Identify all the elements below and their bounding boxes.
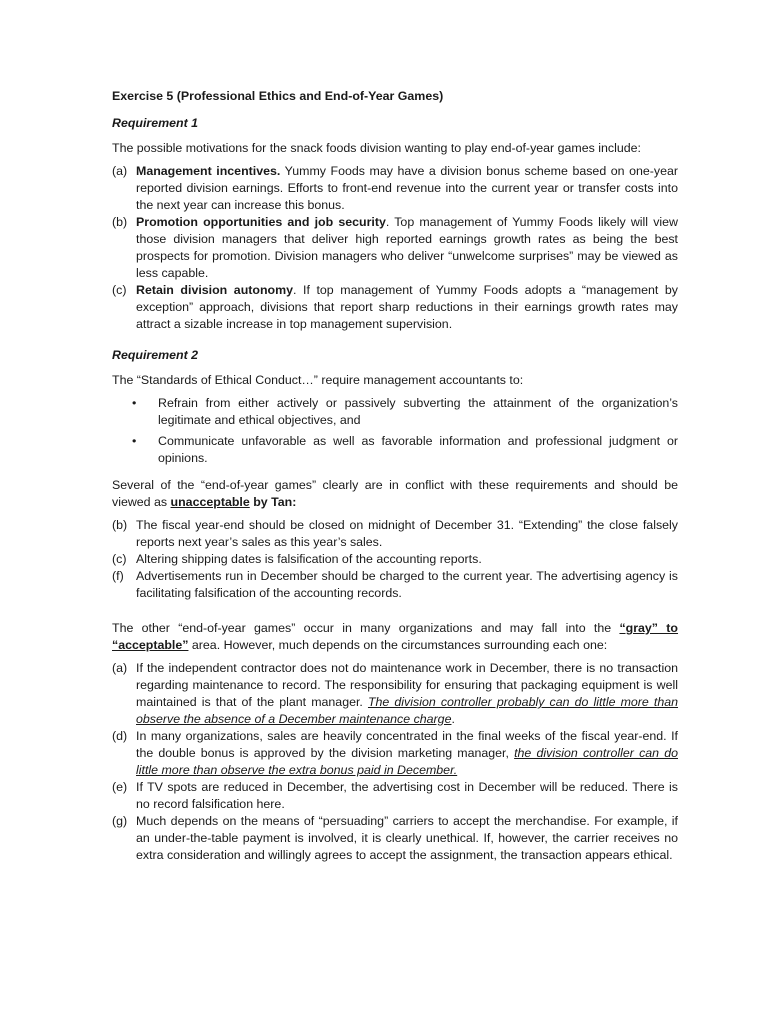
item-emphasis: The division controller probably can do little more than observe the absence of a December maintenance charge — [136, 695, 679, 726]
item-label: (e) — [112, 780, 128, 794]
document-body — [112, 88, 678, 870]
item-text: If TV spots are reduced in December, the advertising cost in December will be reduced. There is no record falsification here. — [136, 780, 678, 811]
list-item — [112, 568, 678, 602]
item-label: (f) — [112, 569, 124, 583]
bullet-icon: • — [132, 434, 137, 448]
list-item: (a) If the independent contractor does not do maintenance work in December, there is no transaction regarding maintenance to record. The responsibility for ensuring that packaging equipment is well maintained is that of the plant manager. The division controller probably can do little more than observe the absence of a December maintenance charge. — [112, 661, 679, 726]
requirement-1-heading: Requirement 1 — [112, 116, 199, 130]
item-text: . Top management of Yummy Foods likely will view those division managers that deliver high reported earnings growth rates as being the best prospects for promotion. Division managers who deliver “unwelcome surprises” may be viewed as less capable. — [136, 215, 678, 280]
list-item — [112, 163, 678, 214]
item-heading: Management incentives. — [136, 164, 281, 178]
item-label: (b) — [112, 518, 128, 532]
list-item — [112, 395, 678, 429]
item-text: . If top management of Yummy Foods adopts a “management by exception” approach, divisions that report sharp reductions in their earnings growth rates may attract a sizable increase in top management supervision. — [136, 283, 678, 331]
item-label: (c) — [112, 283, 127, 297]
gray-acceptable-emphasis: “gray” to “acceptable” — [112, 621, 679, 652]
standards-bullet-list — [112, 395, 678, 467]
requirement-1-intro: The possible motivations for the snack foods division wanting to play end-of-year games include: — [112, 141, 641, 155]
item-label: (d) — [112, 729, 128, 743]
item-text: In many organizations, sales are heavily concentrated in the final weeks of the fiscal year-end. If the double bonus is approved by the division marketing manager, — [136, 729, 678, 760]
item-text: Altering shipping dates is falsification of the accounting reports. — [136, 552, 482, 566]
bullet-icon: • — [132, 396, 137, 410]
unacceptable-games-list — [112, 517, 678, 602]
motivations-list — [112, 163, 678, 333]
item-label: (c) — [112, 552, 127, 566]
item-label: (a) — [112, 164, 128, 178]
list-item — [112, 433, 678, 467]
item-label: (g) — [112, 814, 128, 828]
item-heading: Promotion opportunities and job security — [136, 215, 386, 229]
list-item — [112, 728, 678, 779]
bullet-text: Refrain from either actively or passively subverting the attainment of the organization’s legitimate and ethical objectives, and — [158, 396, 678, 427]
unacceptable-emphasis: unacceptable — [170, 495, 250, 509]
item-heading: Retain division autonomy — [136, 283, 294, 297]
item-text: Advertisements run in December should be charged to the current year. The advertising agency is facilitating falsification of the accounting records. — [136, 569, 678, 600]
exercise-title: Exercise 5 (Professional Ethics and End-of-Year Games) — [112, 89, 444, 103]
list-item — [112, 551, 678, 568]
list-item — [112, 779, 678, 813]
gray-area-games-list — [112, 660, 678, 864]
item-label: (b) — [112, 215, 128, 229]
item-label: (a) — [112, 661, 128, 675]
item-emphasis: the division controller can do little more than observe the extra bonus paid in December. — [136, 746, 678, 777]
gray-area-intro: The other “end-of-year games” occur in many organizations and may fall into the “gray” to “acceptable” area. However, much depends on the circumstances surrounding each one: — [112, 621, 679, 652]
list-item — [112, 517, 678, 551]
unacceptable-intro: Several of the “end-of-year games” clearly are in conflict with these requirements and should be viewed as unacceptable by Tan: — [112, 478, 678, 509]
list-item — [112, 214, 678, 282]
list-item — [112, 813, 678, 864]
requirement-2-intro: The “Standards of Ethical Conduct…” require management accountants to: — [112, 373, 524, 387]
item-text: Yummy Foods may have a division bonus scheme based on one-year reported division earnings. Efforts to front-end revenue into the current year or transfer costs into the next year can increase this bonus. — [136, 164, 678, 212]
requirement-2-heading: Requirement 2 — [112, 348, 199, 362]
item-text: The fiscal year-end should be closed on midnight of December 31. “Extending” the close falsely reports next year’s sales as this year’s sales. — [136, 518, 678, 549]
bullet-text: Communicate unfavorable as well as favorable information and professional judgment or opinions. — [158, 434, 678, 465]
item-text: If the independent contractor does not do maintenance work in December, there is no transaction regarding maintenance to record. The responsibility for ensuring that packaging equipment is well maintained is that of the plant manager. — [136, 661, 678, 709]
item-text: Much depends on the means of “persuading” carriers to accept the merchandise. For example, if an under-the-table payment is involved, it is clearly unethical. If, however, the carrier receives no extra consideration and willingly agrees to accept the assignment, the transaction appears ethical. — [136, 814, 678, 862]
list-item — [112, 282, 678, 333]
